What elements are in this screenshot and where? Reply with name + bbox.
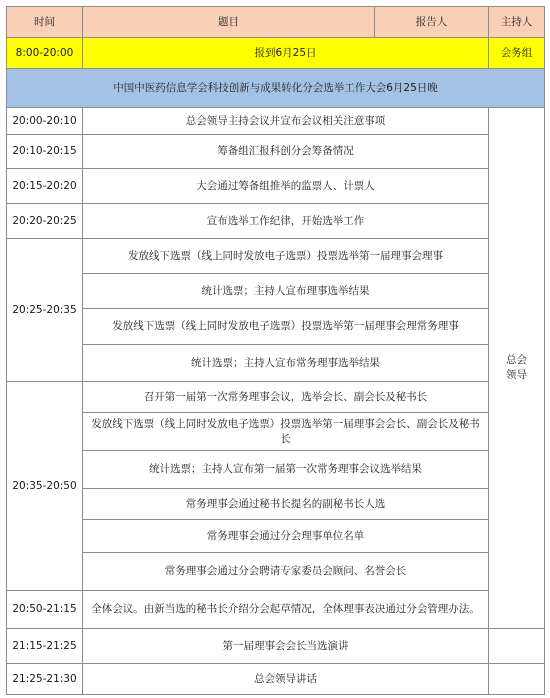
row-topic: 常务理事会通过分会聘请专家委员会顾问、名誉会长 [83,553,489,591]
row-time: 20:00-20:10 [7,108,83,135]
table-row [7,629,545,664]
row-topic: 总会领导讲话 [83,664,489,695]
header-reporter: 报告人 [375,7,489,38]
row-topic: 大会通过筹备组推举的监票人、计票人 [83,169,489,204]
registration-host: 会务组 [489,38,545,69]
table-row [7,345,545,382]
meeting-title: 中国中医药信息学会科技创新与成果转化分会选举工作大会6月25日晚 [7,69,545,108]
table-row [7,451,545,489]
row-topic: 常务理事会通过秘书长提名的副秘书长人选 [83,489,489,520]
table-row [7,239,545,274]
row-topic: 发放线下选票（线上同时发放电子选票）投票选举第一届理事会理事 [83,239,489,274]
registration-row [7,38,545,69]
row-topic: 总会领导主持会议并宣布会议相关注意事项 [83,108,489,135]
table-row [7,382,545,413]
row-time: 21:15-21:25 [7,629,83,664]
row-topic: 统计选票；主持人宣布理事选举结果 [83,274,489,309]
row-topic: 统计选票；主持人宣布第一届第一次常务理事会议选举结果 [83,451,489,489]
table-row [7,664,545,695]
row-topic: 全体会议。由新当选的秘书长介绍分会起草情况，全体理事表决通过分会管理办法。 [83,591,489,629]
row-time: 20:35-20:50 [7,382,83,591]
header-row [7,7,545,38]
row-topic: 发放线下选票（线上同时发放电子选票）投票选举第一届理事会会长、副会长及秘书长 [83,413,489,451]
table-row [7,274,545,309]
table-row [7,169,545,204]
registration-time: 8:00-20:00 [7,38,83,69]
table-row [7,520,545,553]
table-row [7,413,545,451]
table-row [7,309,545,345]
table-row [7,204,545,239]
row-topic: 宣布选举工作纪律，开始选举工作 [83,204,489,239]
row-time: 20:10-20:15 [7,135,83,169]
header-topic: 题目 [83,7,375,38]
row-topic: 第一届理事会会长当选演讲 [83,629,489,664]
table-row [7,135,545,169]
registration-topic: 报到6月25日 [83,38,489,69]
row-topic: 召开第一届第一次常务理事会议，选举会长、副会长及秘书长 [83,382,489,413]
row-time: 20:15-20:20 [7,169,83,204]
row-time: 20:50-21:15 [7,591,83,629]
host-cell [489,108,545,629]
table-row [7,553,545,591]
row-topic: 统计选票；主持人宣布常务理事选举结果 [83,345,489,382]
row-topic: 常务理事会通过分会理事单位名单 [83,520,489,553]
header-time: 时间 [7,7,83,38]
header-host: 主持人 [489,7,545,38]
host-leader: 总会 领导 [506,354,527,381]
banner-row [7,69,545,108]
table-row [7,108,545,135]
row-time: 20:25-20:35 [7,239,83,382]
row-topic: 筹备组汇报科创分会筹备情况 [83,135,489,169]
row-time: 20:20-20:25 [7,204,83,239]
host-cell-empty [489,629,545,664]
schedule-table [6,6,545,695]
table-row [7,489,545,520]
table-row [7,591,545,629]
row-time: 21:25-21:30 [7,664,83,695]
host-cell-empty [489,664,545,695]
row-topic: 发放线下选票（线上同时发放电子选票）投票选举第一届理事会理常务理事 [83,309,489,345]
